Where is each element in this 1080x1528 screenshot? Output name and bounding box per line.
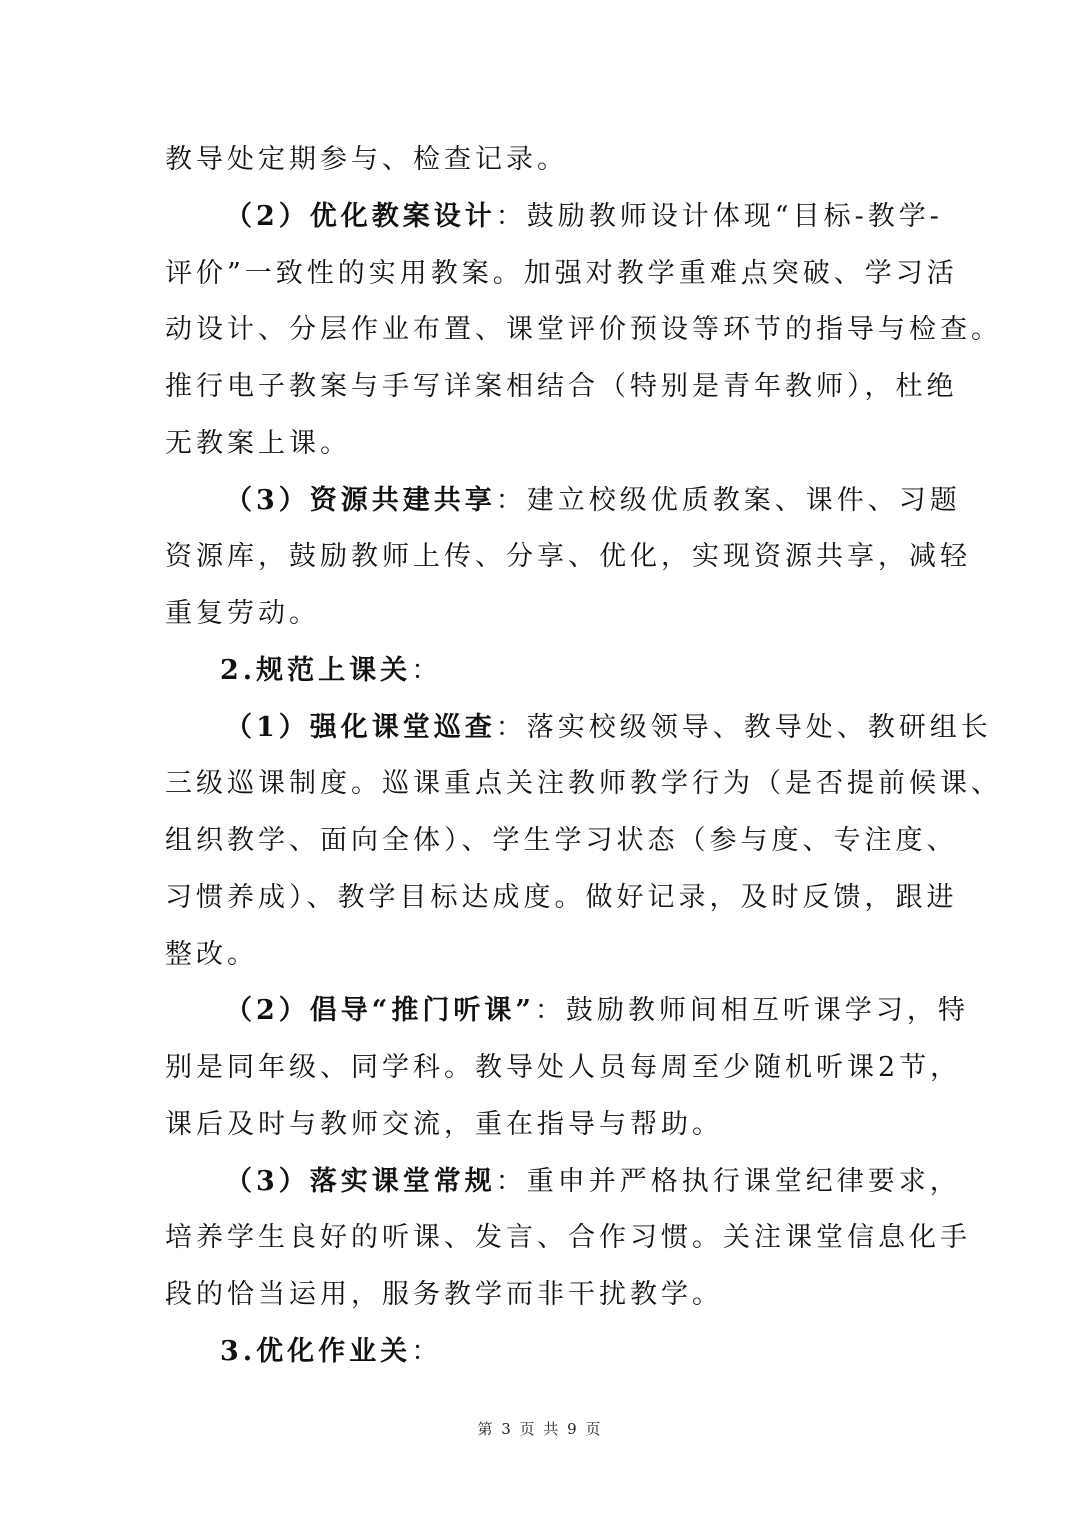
line-text: ：建立校级优质教案、课件、习题 [495,484,961,516]
line-text: 教导处定期参与、检查记录。 [165,144,568,175]
line-text: 三级巡课制度。巡课重点关注教师教学行为（是否提前候课、 [165,768,1002,800]
line-text: 课后及时与教师交流，重在指导与帮助。 [165,1108,723,1140]
heading-line [225,1162,961,1202]
text-line [165,764,1002,804]
bold-heading: （2）倡导“推门听课” [225,995,535,1027]
line-text: 推行电子教案与手写详案相结合（特别是青年教师），杜绝 [165,371,958,403]
line-text: ： [411,654,443,686]
bold-heading: （2）优化教案设计 [225,200,496,232]
line-text: 习惯养成）、教学目标达成度。做好记录，及时反馈，跟进 [165,881,958,913]
line-text: 整改。 [165,938,258,970]
heading-line [225,991,969,1031]
text-line [165,310,1002,350]
bold-heading: （1）强化课堂巡查 [225,711,496,743]
line-text: 无教案上课。 [165,427,351,459]
text-line [165,1105,915,1145]
line-text: 评价”一致性的实用教案。加强对教学重难点突破、学习活 [165,257,958,289]
text-line [165,594,915,634]
line-text: ：落实校级领导、教导处、教研组长 [495,711,992,743]
text-line [165,878,958,918]
line-text: 组织教学、面向全体）、学生学习状态（参与度、专注度、 [165,825,958,857]
bold-heading: （3）资源共建共享 [225,484,496,516]
text-line [165,537,971,577]
line-text: 资源库，鼓励教师上传、分享、优化，实现资源共享，减轻 [165,541,971,573]
line-text: ：鼓励教师间相互听课学习，特 [534,995,969,1027]
text-line [165,935,915,975]
heading-line [220,1332,910,1372]
heading-line [225,197,943,237]
line-text: ： [411,1335,443,1367]
text-line [165,254,958,294]
text-line [165,821,958,861]
page-footer: 第 3 页 共 9 页 [477,1420,603,1438]
bold-heading: 2.规范上课关 [220,654,412,686]
text-line [165,140,915,180]
bold-heading: 3.优化作业关 [220,1335,412,1367]
line-text: 别是同年级、同学科。教导处人员每周至少随机听课2节， [165,1052,962,1084]
line-text: ：鼓励教师设计体现“目标-教学- [495,200,943,232]
text-line [165,367,958,407]
line-text: 段的恰当运用，服务教学而非干扰教学。 [165,1279,723,1311]
line-text: 动设计、分层作业布置、课堂评价预设等环节的指导与检查。 [165,314,1002,346]
text-line [165,1218,971,1258]
line-text: 培养学生良好的听课、发言、合作习惯。关注课堂信息化手 [165,1222,971,1254]
text-line [165,1275,915,1315]
text-line [165,1048,962,1088]
line-text: ：重申并严格执行课堂纪律要求， [495,1165,961,1197]
heading-line [225,481,961,521]
line-text: 重复劳动。 [165,598,320,630]
bold-heading: （3）落实课堂常规 [225,1165,496,1197]
text-line [165,424,915,464]
heading-line [225,708,992,748]
heading-line [220,651,910,691]
